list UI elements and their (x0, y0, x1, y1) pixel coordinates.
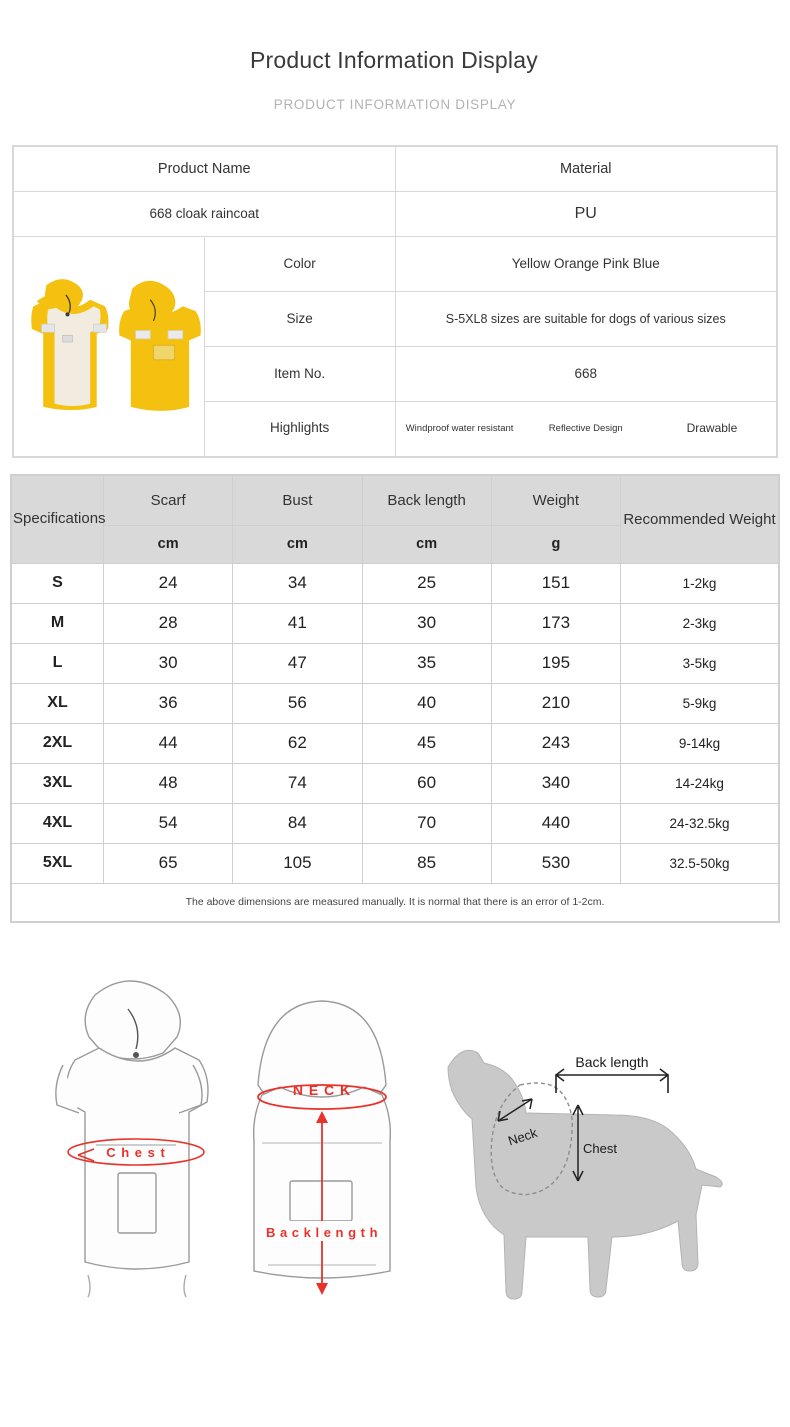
row-size: XL (12, 683, 104, 723)
row-size: 4XL (12, 803, 104, 843)
table-row (12, 643, 779, 683)
column-bust: Bust (233, 475, 362, 525)
row-back: 60 (362, 763, 491, 803)
table-row (14, 236, 777, 291)
product-name-header: Product Name (14, 146, 396, 191)
column-weight: Weight (491, 475, 620, 525)
item-no-value: 668 (395, 346, 777, 401)
row-rec: 14-24kg (621, 763, 779, 803)
page-title: Product Information Display (250, 47, 538, 73)
row-bust: 47 (233, 643, 362, 683)
table-row (12, 883, 779, 921)
row-bust: 74 (233, 763, 362, 803)
row-size: S (12, 563, 104, 603)
row-size: L (12, 643, 104, 683)
dog-back-length-measure (556, 1069, 668, 1093)
row-scarf: 28 (104, 603, 233, 643)
table-row (12, 563, 779, 603)
highlight-reflective: Reflective Design (548, 422, 623, 434)
neck-label: N E C K (292, 1081, 352, 1098)
row-back: 35 (362, 643, 491, 683)
table-row (12, 603, 779, 643)
table-row (12, 475, 779, 525)
color-label: Color (204, 236, 395, 291)
row-rec: 3-5kg (621, 643, 779, 683)
row-scarf: 24 (104, 563, 233, 603)
color-value: Yellow Orange Pink Blue (395, 236, 777, 291)
highlight-drawable: Drawable (686, 421, 738, 436)
unit-back-length: cm (362, 525, 491, 563)
highlights-value (395, 401, 777, 456)
item-no-label: Item No. (204, 346, 395, 401)
product-photo (14, 241, 204, 451)
measurement-note: The above dimensions are measured manually. It is normal that there is an error of 1-2cm. (12, 883, 779, 921)
row-back: 25 (362, 563, 491, 603)
row-back: 45 (362, 723, 491, 763)
row-weight: 173 (491, 603, 620, 643)
row-size: M (12, 603, 104, 643)
table-row (12, 803, 779, 843)
dog-back-length-label: Back length (575, 1053, 649, 1070)
row-weight: 151 (491, 563, 620, 603)
product-name-value: 668 cloak raincoat (14, 191, 396, 236)
row-back: 70 (362, 803, 491, 843)
row-bust: 34 (233, 563, 362, 603)
product-info-table (12, 145, 778, 458)
row-rec: 32.5-50kg (621, 843, 779, 883)
table-row (14, 146, 777, 191)
row-rec: 2-3kg (621, 603, 779, 643)
row-rec: 9-14kg (621, 723, 779, 763)
row-size: 5XL (12, 843, 104, 883)
chest-label-front: C h e s t (106, 1144, 166, 1160)
row-bust: 41 (233, 603, 362, 643)
dog-chest-label: Chest (583, 1140, 617, 1156)
page-subtitle: PRODUCT INFORMATION DISPLAY (273, 96, 517, 112)
column-back-length: Back length (362, 475, 491, 525)
row-rec: 24-32.5kg (621, 803, 779, 843)
table-row (12, 763, 779, 803)
dog-silhouette-diagram (448, 1050, 722, 1299)
table-row (12, 723, 779, 763)
highlight-windproof: Windproof water resistant (405, 422, 514, 434)
measurement-diagrams (0, 945, 790, 1305)
row-weight: 340 (491, 763, 620, 803)
row-bust: 56 (233, 683, 362, 723)
column-recommended-weight: Recommended Weight (621, 475, 779, 563)
row-back: 30 (362, 603, 491, 643)
unit-scarf: cm (104, 525, 233, 563)
column-scarf: Scarf (104, 475, 233, 525)
row-scarf: 30 (104, 643, 233, 683)
dog-neck-label: Neck (506, 1124, 540, 1149)
back-length-label-front: B a c k l e n g t h (265, 1224, 379, 1240)
product-image-cell (14, 236, 205, 456)
highlights-label: Highlights (204, 401, 395, 456)
size-label: Size (204, 291, 395, 346)
table-row (12, 843, 779, 883)
row-scarf: 65 (104, 843, 233, 883)
size-spec-table (10, 474, 780, 923)
size-value: S-5XL8 sizes are suitable for dogs of various sizes (395, 291, 777, 346)
row-bust: 84 (233, 803, 362, 843)
row-rec: 5-9kg (621, 683, 779, 723)
row-weight: 210 (491, 683, 620, 723)
material-header: Material (395, 146, 777, 191)
table-row (12, 683, 779, 723)
row-scarf: 36 (104, 683, 233, 723)
row-bust: 105 (233, 843, 362, 883)
row-scarf: 44 (104, 723, 233, 763)
unit-bust: cm (233, 525, 362, 563)
row-back: 40 (362, 683, 491, 723)
row-size: 3XL (12, 763, 104, 803)
row-bust: 62 (233, 723, 362, 763)
row-size: 2XL (12, 723, 104, 763)
specifications-header: Specifications (12, 475, 104, 563)
row-weight: 530 (491, 843, 620, 883)
row-rec: 1-2kg (621, 563, 779, 603)
row-weight: 243 (491, 723, 620, 763)
row-back: 85 (362, 843, 491, 883)
page-header (0, 0, 790, 112)
material-value: PU (395, 191, 777, 236)
row-scarf: 54 (104, 803, 233, 843)
row-weight: 195 (491, 643, 620, 683)
row-scarf: 48 (104, 763, 233, 803)
unit-weight: g (491, 525, 620, 563)
row-weight: 440 (491, 803, 620, 843)
table-row (14, 191, 777, 236)
